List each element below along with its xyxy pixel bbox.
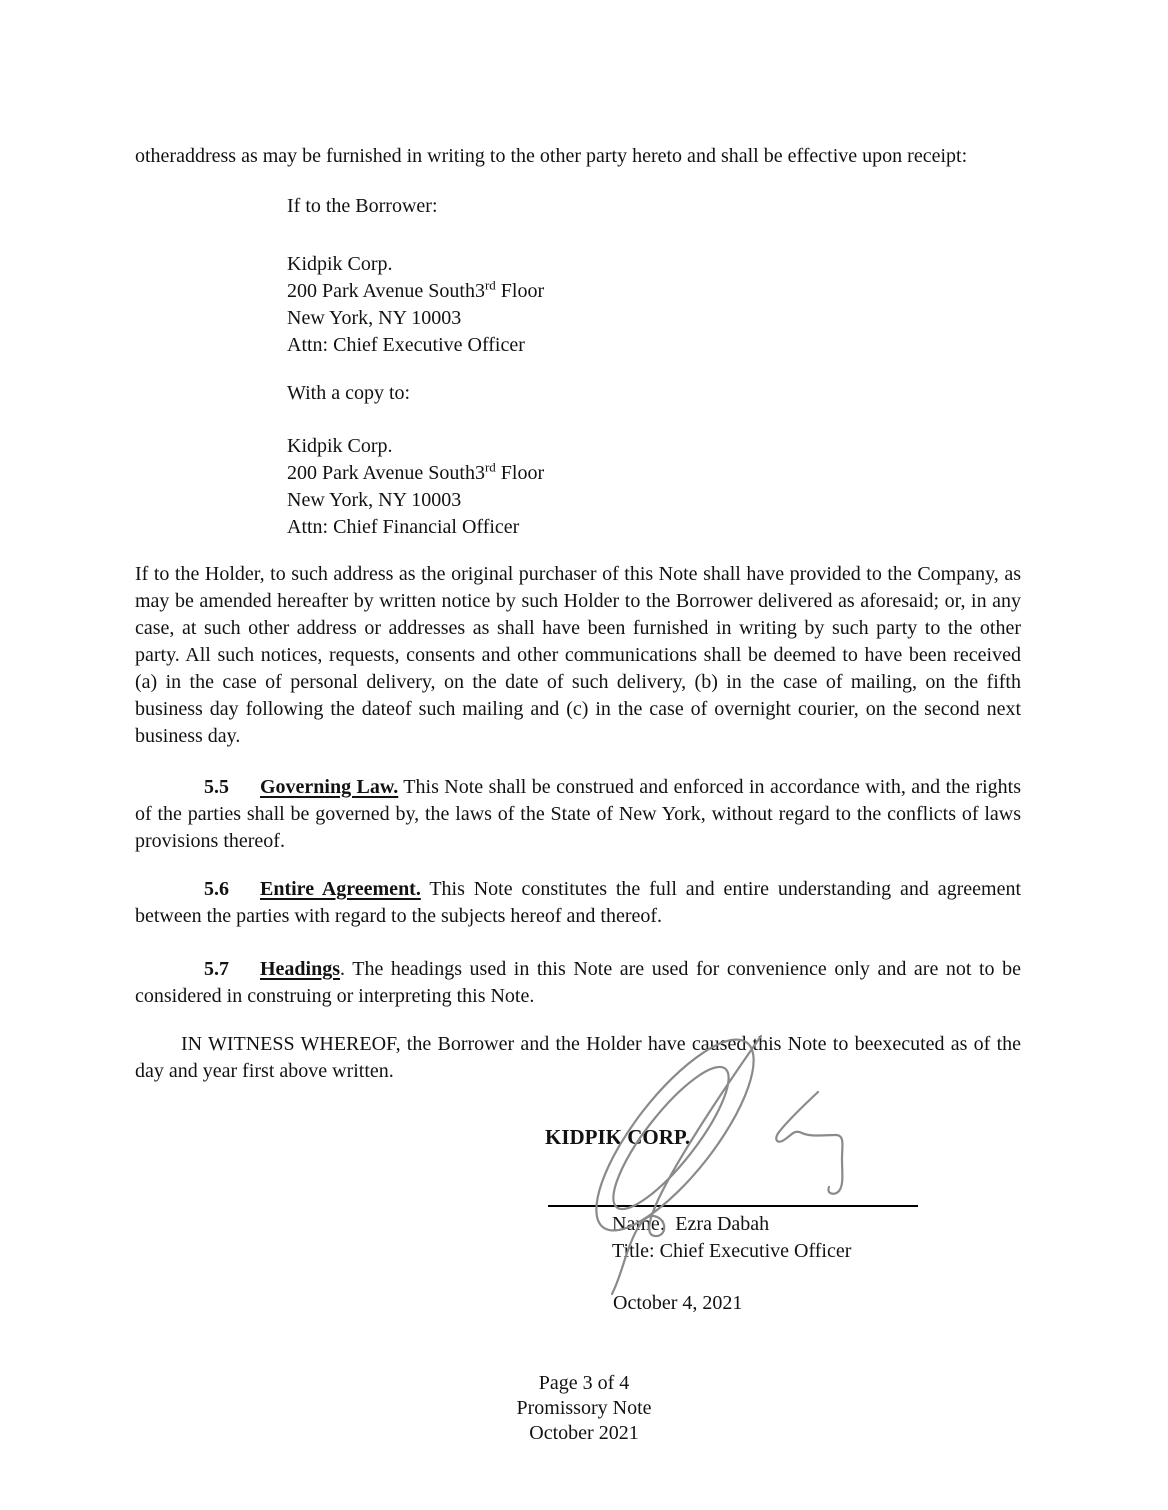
borrower-address	[287, 251, 1021, 359]
witness-paragraph: IN WITNESS WHEREOF, the Borrower and the Holder have caused this Note to beexecuted as of the day and year first above written.	[135, 1033, 1021, 1082]
address-city: New York, NY 10003	[287, 489, 462, 511]
street-ordinal: rd	[484, 459, 496, 475]
signatory-title: Title: Chief Executive Officer	[612, 1240, 852, 1262]
document-body	[135, 143, 1021, 1085]
address-street	[287, 278, 1021, 305]
address-company: Kidpik Corp.	[287, 435, 393, 457]
address-attn: Attn: Chief Financial Officer	[287, 516, 520, 538]
section-heading: Governing Law.	[260, 776, 399, 798]
copy-address	[287, 433, 1021, 541]
section-5-6	[135, 876, 1021, 930]
footer-document-title: Promissory Note	[516, 1397, 652, 1419]
signatory-name: Name: Ezra Dabah	[612, 1213, 770, 1235]
address-attn: Attn: Chief Executive Officer	[287, 334, 525, 356]
page-footer	[0, 1371, 1168, 1446]
address-city: New York, NY 10003	[287, 307, 462, 329]
footer-page-number: Page 3 of 4	[538, 1372, 630, 1394]
street-text-tail: Floor	[495, 280, 545, 302]
street-ordinal: rd	[484, 277, 496, 293]
section-body: The headings used in this Note are used for convenience only and are not to be considered in construing or interpreting this Note.	[135, 958, 1021, 1007]
borrower-label: If to the Borrower:	[287, 195, 438, 217]
section-body: This Note shall be construed and enforced in accordance with, and the rights of the parties shall be governed by, the laws of the State of New York, without regard to the conflicts of laws provisions thereof.	[135, 776, 1021, 852]
notice-block	[287, 193, 1021, 541]
section-sep: .	[340, 958, 346, 980]
signatory-company: KIDPIK CORP.	[545, 1125, 691, 1149]
address-street	[287, 460, 1021, 487]
street-text: 200 Park Avenue South3	[287, 462, 485, 484]
section-5-5	[135, 774, 1021, 855]
signature-line	[548, 1205, 918, 1207]
footer-date: October 2021	[529, 1422, 639, 1444]
section-5-7	[135, 956, 1021, 1010]
copy-label: With a copy to:	[287, 382, 411, 404]
section-heading: Headings	[260, 958, 341, 980]
street-text-tail: Floor	[495, 462, 545, 484]
section-number: 5.7	[204, 958, 229, 980]
signature-date: October 4, 2021	[613, 1292, 743, 1314]
street-text: 200 Park Avenue South3	[287, 280, 485, 302]
section-number: 5.6	[204, 878, 229, 900]
section-number: 5.5	[204, 776, 229, 798]
holder-paragraph: If to the Holder, to such address as the original purchaser of this Note shall have provided to the Company, as may be amended hereafter by written notice by such Holder to the Borrower delivered as aforesaid; or, in any case, at such other address or addresses as shall have been furnished in writing by such party to the other party. All such notices, requests, consents and other communications shall be deemed to have been received (a) in the case of personal delivery, on the date of such delivery, (b) in the case of mailing, on the fifth business day following the dateof such mailing and (c) in the case of overnight courier, on the second next business day.	[135, 563, 1021, 747]
address-company: Kidpik Corp.	[287, 253, 393, 275]
continuation-paragraph: otheraddress as may be furnished in writing to the other party hereto and shall be effective upon receipt:	[135, 145, 968, 167]
section-body: This Note constitutes the full and entire understanding and agreement between the parties with regard to the subjects hereof and thereof.	[135, 878, 1021, 927]
section-heading: Entire Agreement.	[260, 878, 421, 900]
